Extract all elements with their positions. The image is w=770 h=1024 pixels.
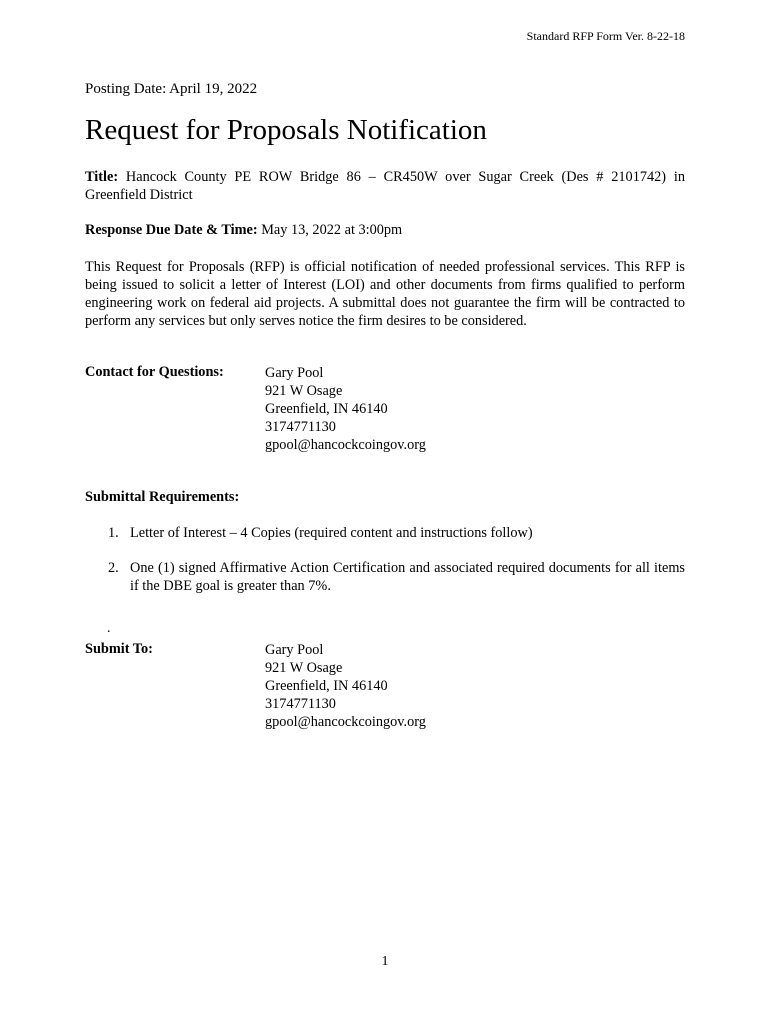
title-value: Hancock County PE ROW Bridge 86 – CR450W over Sugar Creek (Des # 2101742) in Greenfield District	[85, 169, 685, 203]
title-label: Title:	[85, 169, 119, 185]
submit-to-label: Submit To:	[85, 641, 153, 657]
list-item-text: One (1) signed Affirmative Action Certification and associated required documents for all items if the DBE goal is greater than 7%.	[130, 560, 685, 594]
submittal-requirements-heading: Submittal Requirements:	[85, 489, 240, 505]
submit-email: gpool@hancockcoingov.org	[265, 714, 426, 730]
stray-dot: .	[107, 621, 111, 636]
contact-name: Gary Pool	[265, 365, 324, 381]
contact-phone: 3174771130	[265, 419, 336, 435]
form-version: Standard RFP Form Ver. 8-22-18	[526, 29, 685, 43]
submit-street: 921 W Osage	[265, 660, 343, 676]
document-title: Request for Proposals Notification	[85, 114, 487, 146]
posting-date: Posting Date: April 19, 2022	[85, 81, 258, 97]
due-label: Response Due Date & Time:	[85, 222, 258, 238]
list-item-number: 1.	[108, 525, 119, 541]
contact-address-block	[265, 364, 426, 454]
submittal-requirements-list	[85, 524, 685, 612]
submit-phone: 3174771130	[265, 696, 336, 712]
submit-city: Greenfield, IN 46140	[265, 678, 388, 694]
rfp-title-line	[85, 168, 685, 204]
contact-email: gpool@hancockcoingov.org	[265, 437, 426, 453]
list-item	[85, 559, 685, 595]
list-item	[85, 524, 685, 542]
submit-name: Gary Pool	[265, 642, 324, 658]
contact-city: Greenfield, IN 46140	[265, 401, 388, 417]
list-item-number: 2.	[108, 560, 119, 576]
contact-label: Contact for Questions:	[85, 364, 224, 380]
list-item-text: Letter of Interest – 4 Copies (required content and instructions follow)	[130, 525, 533, 541]
response-due-line	[85, 221, 685, 239]
contact-street: 921 W Osage	[265, 383, 343, 399]
due-value: May 13, 2022 at 3:00pm	[261, 222, 403, 238]
rfp-description: This Request for Proposals (RFP) is official notification of needed professional services. This RFP is being issued to solicit a letter of Interest (LOI) and other documents from firms qualified to perform engineering work on federal aid projects. A submittal does not guarantee the firm will be contracted to perform any services but only serves notice the firm desires to be considered.	[85, 259, 685, 329]
submit-address-block	[265, 641, 426, 731]
page-number: 1	[381, 954, 389, 969]
